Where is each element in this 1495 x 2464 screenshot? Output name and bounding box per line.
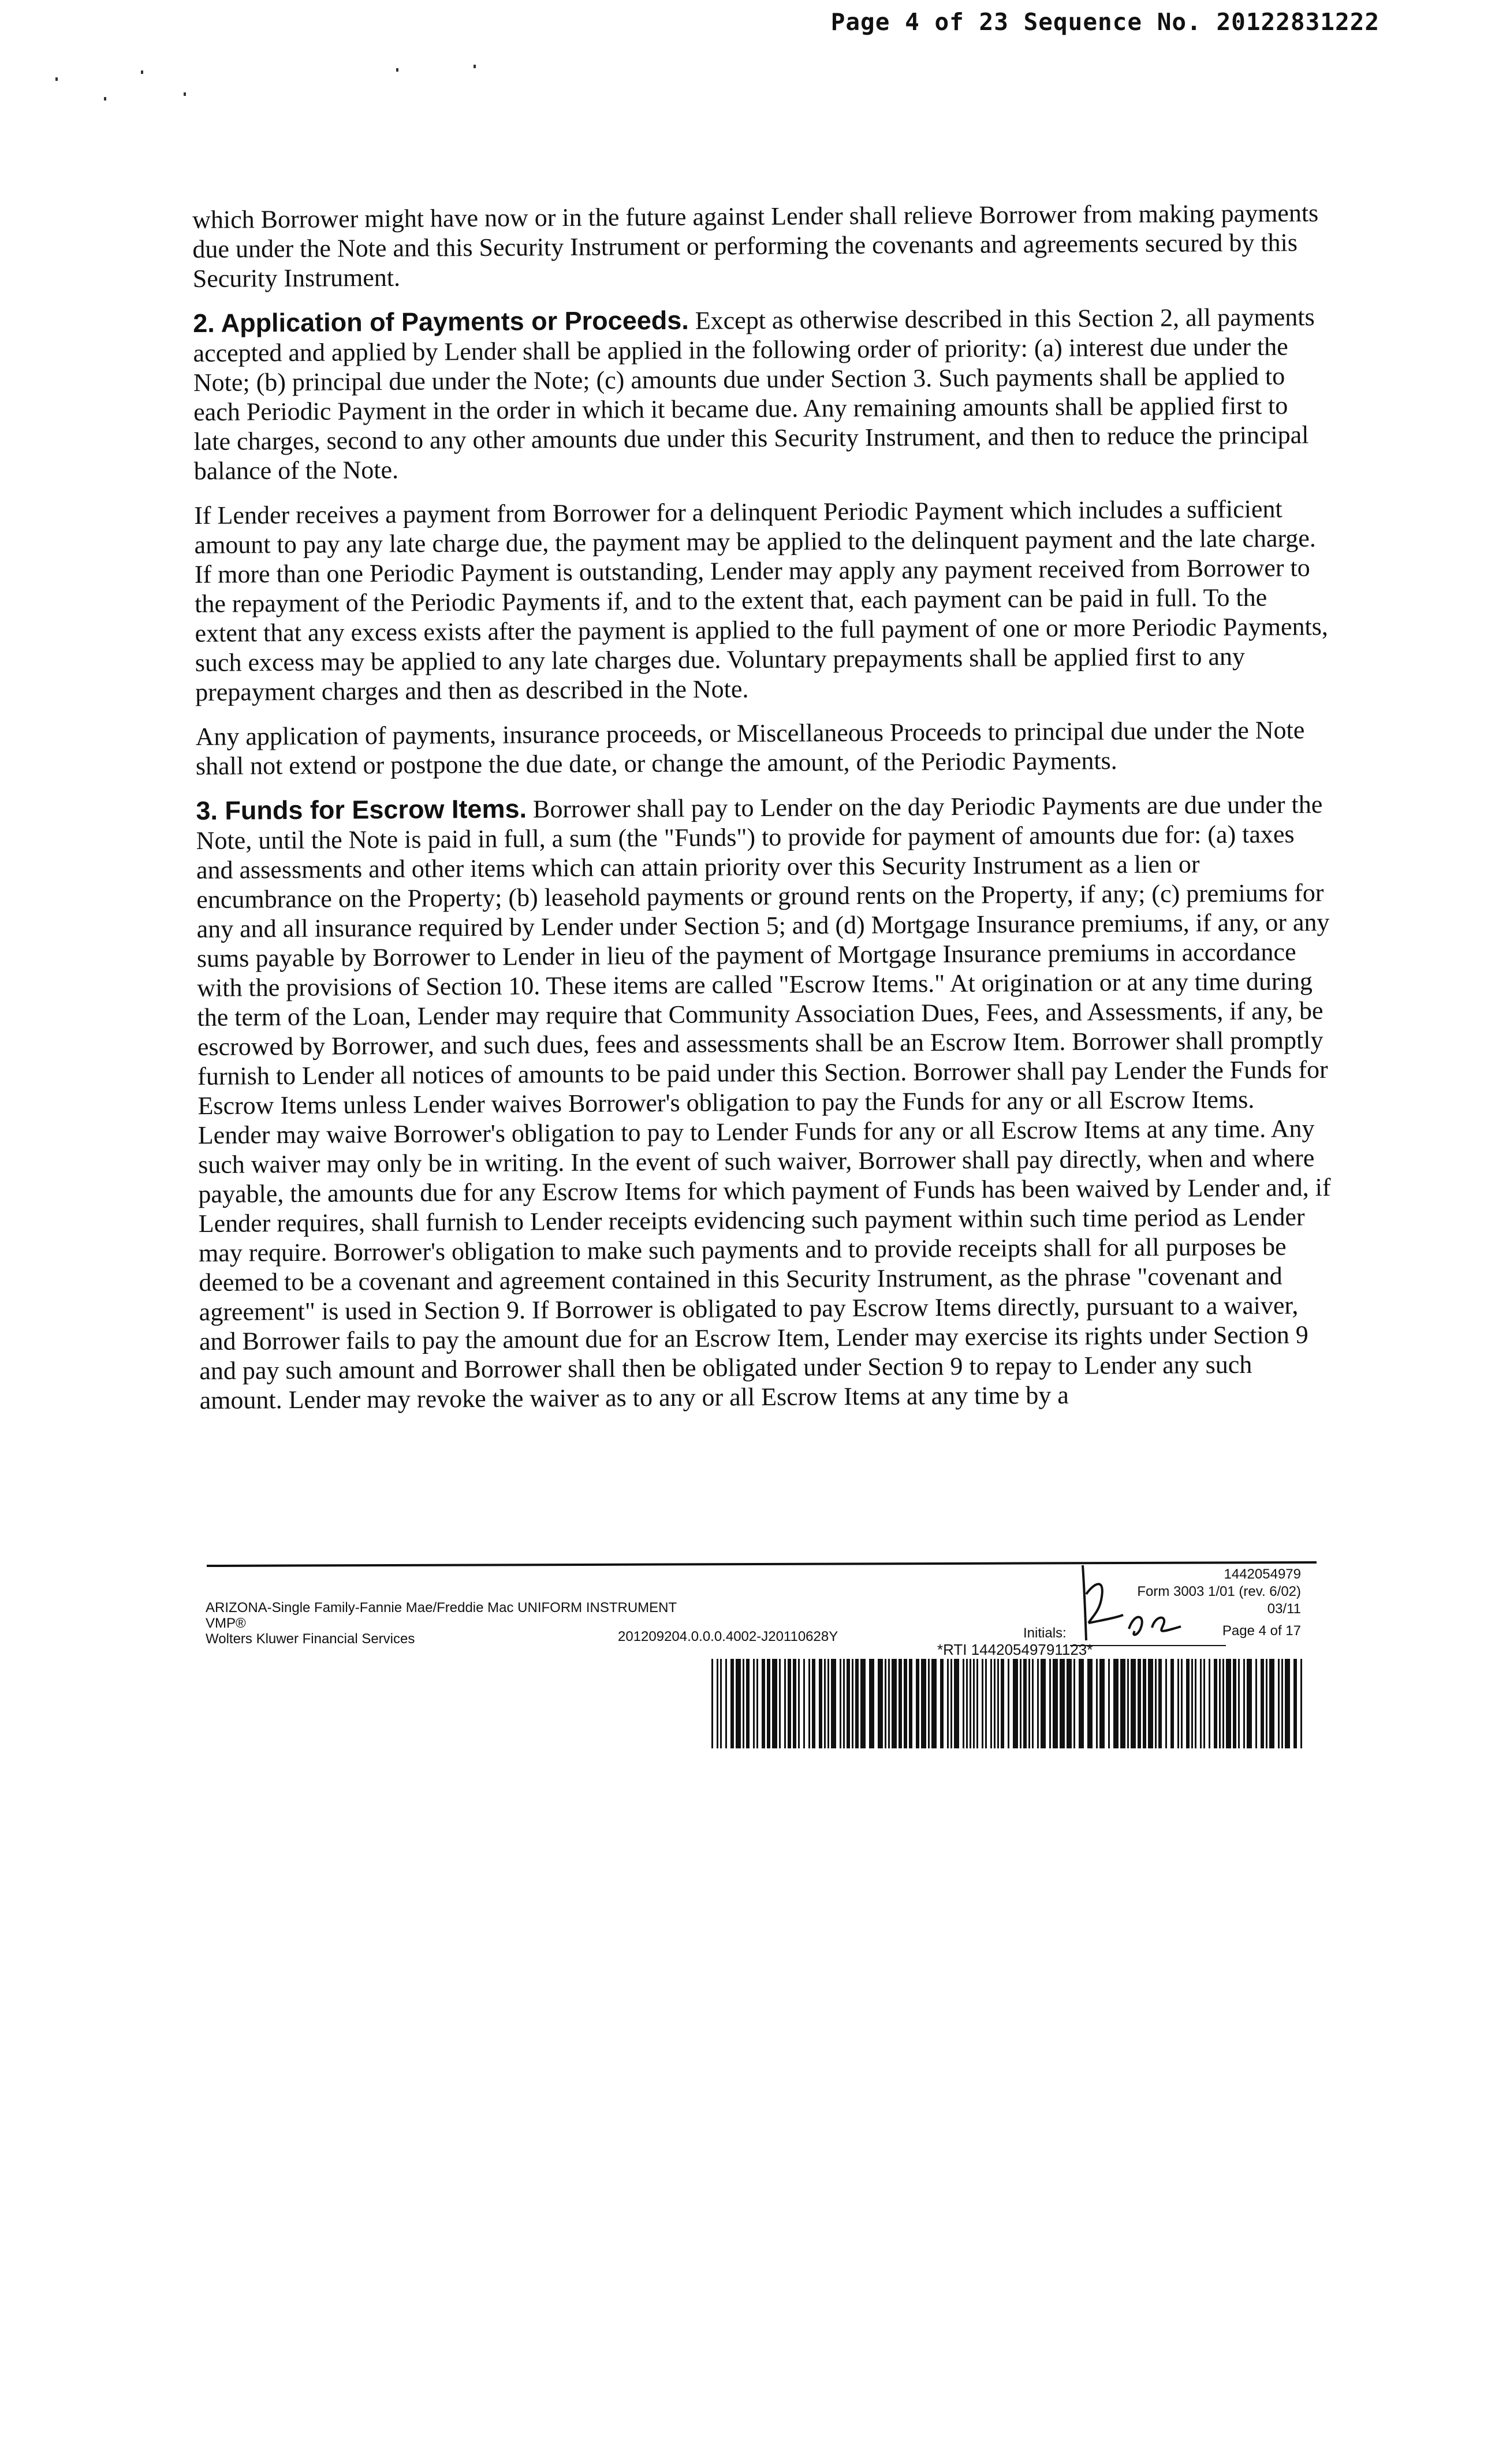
barcode-bar: [1008, 1659, 1009, 1748]
document-code: 201209204.0.0.0.4002-J20110628Y: [618, 1629, 838, 1644]
barcode-bar: [1079, 1659, 1084, 1748]
barcode-bar: [985, 1659, 987, 1748]
barcode-bar: [762, 1659, 765, 1748]
section-3-heading: 3. Funds for Escrow Items.: [196, 794, 527, 825]
barcode-bar: [725, 1659, 727, 1748]
barcode-bar: [793, 1659, 796, 1748]
barcode-bar: [1191, 1659, 1193, 1748]
barcode-bar: [1013, 1659, 1018, 1748]
form-page-number: Page 4 of 17: [1222, 1623, 1301, 1639]
intro-paragraph: which Borrower might have now or in the future against Lender shall relieve Borrower from making payments due under the Note and this Security Instrument or performing the covenants and agreements secured by this Security Instrument.: [192, 199, 1319, 293]
section-2-delinquent-paragraph: If Lender receives a payment from Borrower for a delinquent Periodic Payment which includes a sufficient amount to pay any late charge due, the payment may be applied to the delinquent payment and the late charge. If more than one Periodic Payment is outstanding, Lender may apply any payment received from Borrower to the repayment of the Periodic Payments if, and to the extent that, each payment can be paid in full. To the extent that any excess exists after the payment is applied to the full payment of one or more Periodic Payments, such excess may be applied to any late charges due. Voluntary prepayments shall be applied first to any prepayment charges and then as described in the Note.: [194, 494, 1328, 706]
barcode-bar: [798, 1659, 800, 1748]
barcode-bar: [888, 1659, 890, 1748]
barcode-bar: [1099, 1659, 1105, 1748]
barcode-bar: [1096, 1659, 1098, 1748]
initials-signature: [1071, 1559, 1244, 1646]
barcode-bar: [808, 1659, 810, 1748]
section-2-heading: 2. Application of Payments or Proceeds.: [193, 305, 689, 338]
barcode-bar: [982, 1659, 983, 1748]
barcode-bar: [819, 1659, 822, 1748]
barcode-bar: [1200, 1659, 1202, 1748]
barcode-bar: [753, 1659, 755, 1748]
barcode-bar: [1177, 1659, 1179, 1748]
section-2-paragraph: [193, 302, 1329, 486]
barcode-bar: [1127, 1659, 1129, 1748]
barcode-bar: [1261, 1659, 1264, 1748]
barcode-bar: [921, 1659, 926, 1748]
barcode-bar: [860, 1659, 866, 1748]
barcode-bar: [843, 1659, 845, 1748]
barcode-bar: [1053, 1659, 1058, 1748]
barcode-bar: [954, 1659, 959, 1748]
barcode-bar: [1087, 1659, 1093, 1748]
barcode-bar: [1186, 1659, 1190, 1748]
barcode-bar: [1138, 1659, 1141, 1748]
form-date: 03/11: [1267, 1601, 1301, 1617]
scan-speck: [184, 92, 186, 96]
barcode-bar: [756, 1659, 758, 1748]
barcode-bar: [1226, 1659, 1231, 1748]
barcode-bar: [1266, 1659, 1267, 1748]
barcode-bar: [1181, 1659, 1183, 1748]
barcode-bar: [970, 1659, 971, 1748]
barcode-bar: [1037, 1659, 1039, 1748]
brand-mark: VMP®: [206, 1616, 246, 1631]
barcode-bar: [1233, 1659, 1236, 1748]
barcode-bar: [1148, 1659, 1153, 1748]
barcode-bar: [1120, 1659, 1125, 1748]
barcode-bar: [976, 1659, 978, 1748]
section-3-text: Borrower shall pay to Lender on the day Periodic Payments are due under the Note, until the Note is paid in full, a sum (the "Funds") to provide for payment of amounts due for: (a) taxes and assessments and other items which can attain priority over this Security Instrument as a lien or encumbrance on the Property; (b) leasehold payments or ground rents on the Property, if any; (c) premiums for any and all insurance required by Lender under Section 5; and (d) Mortgage Insurance premiums, if any, or any sums payable by Borrower to Lender in lieu of the payment of Mortgage Insurance premiums in accordance with the provisions of Section 10. These items are called "Escrow Items." At origination or at any time during the term of the Loan, Lender may require that Community Association Dues, Fees, and Assessments, if any, be escrowed by Borrower, and such dues, fees and assessments shall be an Escrow Item. Borrower shall promptly furnish to Lender all notices of amounts to be paid under this Section. Borrower shall pay Lender the Funds for Escrow Items unless Lender waives Borrower's obligation to pay the Funds for any or all Escrow Items. Lender may waive Borrower's obligation to pay to Lender Funds for any or all Escrow Items at any time. Any such waiver may only be in writing. In the event of such waiver, Borrower shall pay directly, when and where payable, the amounts due for any Escrow Items for which payment of Funds has been waived by Lender and, if Lender requires, shall furnish to Lender receipts evidencing such payment within such time period as Lender may require. Borrower's obligation to make such payments and to provide receipts shall for all purposes be deemed to be a covenant and agreement contained in this Security Instrument, as the phrase "covenant and agreement" is used in Section 9. If Borrower is obligated to pay Escrow Items directly, pursuant to a waiver, and Borrower fails to pay the amount due for an Escrow Item, Lender may exercise its rights under Section 9 and pay such amount and Borrower shall then be obligated under Section 9 to repay to Lender any such amount. Lender may revoke the waiver as to any or all Escrow Items at any time by a: [196, 790, 1331, 1415]
barcode-bar: [779, 1659, 781, 1748]
barcode-bar: [1238, 1659, 1240, 1748]
barcode-bar: [966, 1659, 968, 1748]
form-number: Form 3003 1/01 (rev. 6/02): [1137, 1584, 1301, 1599]
barcode-bar: [852, 1659, 853, 1748]
barcode-bar: [767, 1659, 770, 1748]
barcode-bar: [784, 1659, 786, 1748]
barcode-bar: [990, 1659, 992, 1748]
barcode-bar: [1219, 1659, 1221, 1748]
scan-speck: [104, 97, 106, 101]
scan-speck: [55, 77, 58, 81]
barcode-bar: [963, 1659, 964, 1748]
barcode-bar: [1158, 1659, 1162, 1748]
barcode-bar: [878, 1659, 883, 1748]
barcode-bar: [885, 1659, 886, 1748]
barcode-bar: [973, 1659, 975, 1748]
scan-speck: [396, 68, 398, 72]
barcode-bar: [1020, 1659, 1021, 1748]
scan-speck: [474, 65, 476, 68]
barcode-bar: [1285, 1659, 1290, 1748]
initials-label: Initials:: [1023, 1625, 1067, 1641]
barcode-bar: [831, 1659, 836, 1748]
barcode-bar: [1049, 1659, 1051, 1748]
barcode-bar: [1028, 1659, 1030, 1748]
barcode-bar: [1195, 1659, 1196, 1748]
barcode-bar: [1222, 1659, 1224, 1748]
barcode-bar: [788, 1659, 791, 1748]
barcode-bar: [840, 1659, 841, 1748]
barcode-bar: [730, 1659, 734, 1748]
barcode-bar: [940, 1659, 944, 1748]
barcode-bar: [1269, 1659, 1274, 1748]
barcode-bar: [1209, 1659, 1210, 1748]
barcode-bar: [1255, 1659, 1257, 1748]
barcode-bar: [720, 1659, 722, 1748]
barcode-bar: [928, 1659, 930, 1748]
barcode-bar: [1214, 1659, 1217, 1748]
barcode-bar: [855, 1659, 859, 1748]
barcode-bar: [892, 1659, 897, 1748]
barcode-bar: [1023, 1659, 1027, 1748]
barcode-bar: [1165, 1659, 1167, 1748]
barcode-bar: [1247, 1659, 1252, 1748]
barcode-bar: [1113, 1659, 1119, 1748]
barcode-bar: [772, 1659, 777, 1748]
section-2-application-paragraph: Any application of payments, insurance proceeds, or Miscellaneous Proceeds to principal due under the Note shall not extend or postpone the due date, or change the amount, of the Periodic Payments.: [195, 716, 1305, 780]
barcode-bar: [1203, 1659, 1205, 1748]
barcode-bar: [824, 1659, 826, 1748]
barcode-bar: [904, 1659, 907, 1748]
barcode-bar: [899, 1659, 902, 1748]
barcode-bar: [1155, 1659, 1157, 1748]
barcode-bar: [1131, 1659, 1136, 1748]
barcode-text: *RTI 14420549791123*: [937, 1641, 1093, 1658]
barcode-bar: [1281, 1659, 1283, 1748]
barcode-bar: [1041, 1659, 1046, 1748]
section-3-paragraph: [196, 789, 1334, 1415]
barcode-bar: [947, 1659, 949, 1748]
publisher-name: Wolters Kluwer Financial Services: [206, 1631, 415, 1647]
form-title: ARIZONA-Single Family-Fannie Mae/Freddie Mac UNIFORM INSTRUMENT: [206, 1600, 677, 1616]
barcode-bar: [1032, 1659, 1034, 1748]
barcode-bar: [743, 1659, 744, 1748]
barcode-bar: [1293, 1659, 1297, 1748]
barcode-bar: [950, 1659, 952, 1748]
barcode-bar: [994, 1659, 996, 1748]
document-body: [192, 198, 1334, 1430]
barcode-bar: [1278, 1659, 1280, 1748]
barcode-bar: [1001, 1659, 1004, 1748]
barcode-bar: [717, 1659, 718, 1748]
barcode-bar: [1073, 1659, 1075, 1748]
barcode-bar: [1067, 1659, 1072, 1748]
barcode-bar: [931, 1659, 937, 1748]
barcode-bar: [736, 1659, 741, 1748]
barcode-bar: [746, 1659, 750, 1748]
barcode-bar: [1243, 1659, 1245, 1748]
barcode-bar: [812, 1659, 815, 1748]
barcode-bar: [847, 1659, 850, 1748]
page-sequence-stamp: Page 4 of 23 Sequence No. 20122831222: [830, 8, 1380, 36]
barcode-bar: [803, 1659, 805, 1748]
barcode-bar: [869, 1659, 874, 1748]
barcode-bar: [1300, 1659, 1302, 1748]
barcode-bar: [1170, 1659, 1174, 1748]
section-2-text: Except as otherwise described in this Section 2, all payments accepted and applied by Lender shall be applied in the following order of priority: (a) interest due under the Note; (b) principal due under the Note; (c) amounts due under Section 3. Such payments shall be applied to each Periodic Payment in the order in which it became due. Any remaining amounts shall be applied first to late charges, second to any other amounts due under this Security Instrument, and then to reduce the principal balance of the Note.: [193, 303, 1315, 485]
barcode-bar: [827, 1659, 829, 1748]
scan-speck: [141, 70, 143, 74]
barcode-bar: [1060, 1659, 1065, 1748]
barcode-bar: [1143, 1659, 1146, 1748]
barcode-bar: [711, 1659, 713, 1748]
barcode: [711, 1659, 1306, 1748]
loan-number: 1442054979: [1224, 1566, 1301, 1582]
barcode-bar: [997, 1659, 999, 1748]
barcode-bar: [1108, 1659, 1110, 1748]
barcode-bar: [909, 1659, 912, 1748]
barcode-bar: [916, 1659, 919, 1748]
